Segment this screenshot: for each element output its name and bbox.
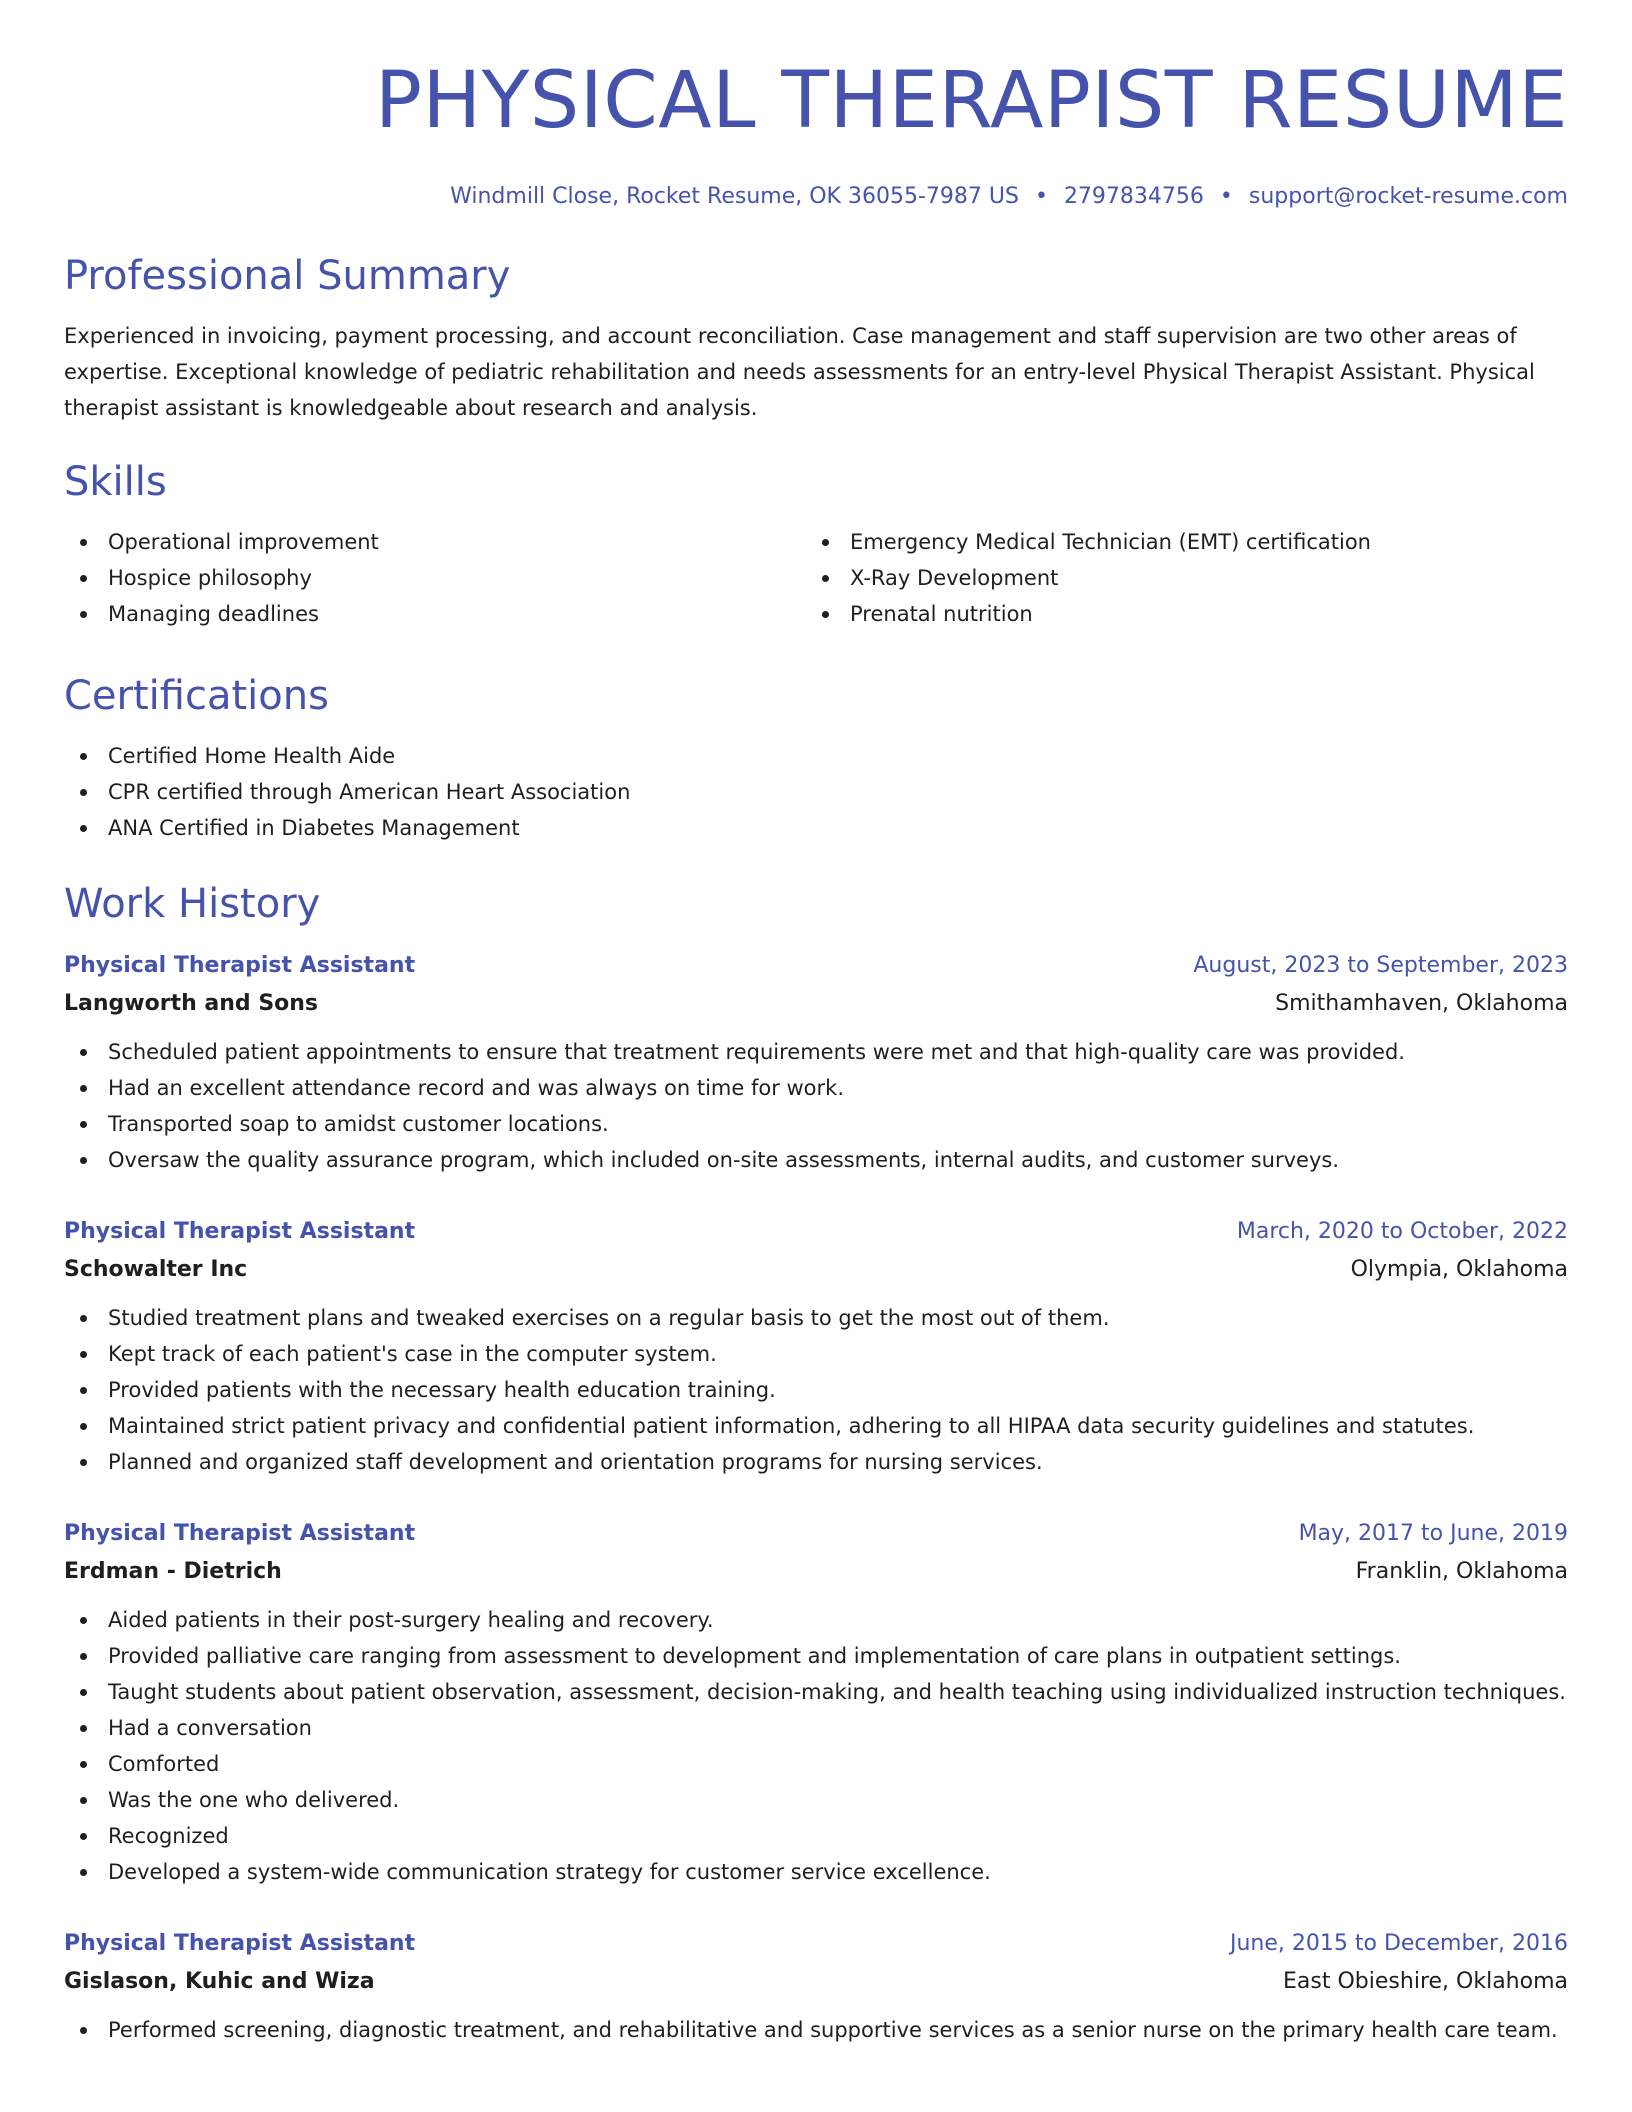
job-company: Langworth and Sons — [64, 991, 319, 1016]
job-bullet: Taught students about patient observation, assessment, decision-making, and health teaching using individualized instruction techniques. — [64, 1674, 1568, 1710]
job-dates: August, 2023 to September, 2023 — [1193, 953, 1568, 978]
skills-heading: Skills — [64, 459, 167, 505]
skills-grid — [64, 524, 1568, 632]
job-bullet: Provided patients with the necessary health education training. — [64, 1372, 1568, 1408]
certification-item: Certified Home Health Aide — [64, 738, 1568, 774]
job-entry — [64, 1516, 1568, 1890]
email-link[interactable]: support@rocket-resume.com — [1248, 184, 1568, 209]
summary-text: Experienced in invoicing, payment processing, and account reconciliation. Case management and staff supervision are two other areas of expertise. Exceptional knowledge of pediatric rehabilitation and needs assessments for an entry-level Physical Therapist Assistant. Physical therapist assistant is knowledgeable about research and analysis. — [64, 324, 1535, 420]
summary-heading: Professional Summary — [64, 253, 511, 299]
job-dates: June, 2015 to December, 2016 — [1229, 1931, 1568, 1956]
job-bullet: Scheduled patient appointments to ensure that treatment requirements were met and that high-quality care was provided. — [64, 1034, 1568, 1070]
job-bullet: Developed a system-wide communication strategy for customer service excellence. — [64, 1854, 1568, 1890]
certifications-list — [64, 738, 1568, 846]
job-company: Schowalter Inc — [64, 1257, 248, 1282]
contact-line — [64, 182, 1568, 212]
job-title: Physical Therapist Assistant — [64, 1931, 416, 1956]
job-bullet: Maintained strict patient privacy and confidential patient information, adhering to all HIPAA data security guidelines and statutes. — [64, 1408, 1568, 1444]
job-location: East Obieshire, Oklahoma — [1283, 1969, 1568, 1994]
skill-item: X-Ray Development — [806, 560, 1548, 596]
job-bullet: Provided palliative care ranging from assessment to development and implementation of care plans in outpatient settings. — [64, 1638, 1568, 1674]
skill-item: Hospice philosophy — [64, 560, 806, 596]
job-bullet: Aided patients in their post-surgery healing and recovery. — [64, 1602, 1568, 1638]
job-dates: March, 2020 to October, 2022 — [1236, 1219, 1568, 1244]
phone: 2797834756 — [1063, 184, 1204, 209]
job-bullets — [64, 1602, 1568, 1890]
job-bullet: Performed screening, diagnostic treatment, and rehabilitative and supportive services as a senior nurse on the primary health care team. — [64, 2012, 1568, 2048]
job-bullet: Planned and organized staff development and orientation programs for nursing services. — [64, 1444, 1568, 1480]
job-bullet: Was the one who delivered. — [64, 1782, 1568, 1818]
skill-item: Managing deadlines — [64, 596, 806, 632]
job-bullet: Comforted — [64, 1746, 1568, 1782]
job-title: Physical Therapist Assistant — [64, 953, 416, 978]
job-title: Physical Therapist Assistant — [64, 1521, 416, 1546]
job-bullets — [64, 2012, 1568, 2048]
skill-item: Emergency Medical Technician (EMT) certification — [806, 524, 1548, 560]
job-location: Franklin, Oklahoma — [1355, 1559, 1568, 1584]
job-bullet: Studied treatment plans and tweaked exercises on a regular basis to get the most out of them. — [64, 1300, 1568, 1336]
job-bullet: Recognized — [64, 1818, 1568, 1854]
skill-item: Operational improvement — [64, 524, 806, 560]
certification-item: CPR certified through American Heart Association — [64, 774, 1568, 810]
contact-separator: • — [1034, 184, 1048, 209]
job-location: Smithamhaven, Oklahoma — [1275, 991, 1568, 1016]
certification-item: ANA Certified in Diabetes Management — [64, 810, 1568, 846]
job-entry — [64, 948, 1568, 1178]
job-title: Physical Therapist Assistant — [64, 1219, 416, 1244]
job-bullets — [64, 1300, 1568, 1480]
job-entry — [64, 1214, 1568, 1480]
address: Windmill Close, Rocket Resume, OK 36055-7987 US — [450, 184, 1019, 209]
job-bullet: Had an excellent attendance record and was always on time for work. — [64, 1070, 1568, 1106]
contact-separator: • — [1219, 184, 1233, 209]
skill-item: Prenatal nutrition — [806, 596, 1548, 632]
job-company: Gislason, Kuhic and Wiza — [64, 1969, 375, 1994]
job-location: Olympia, Oklahoma — [1350, 1257, 1568, 1282]
skills-list-right — [806, 524, 1548, 632]
job-bullet: Oversaw the quality assurance program, which included on-site assessments, internal audits, and customer surveys. — [64, 1142, 1568, 1178]
resume-title: PHYSICAL THERAPIST RESUME — [374, 56, 1568, 146]
work-history-heading: Work History — [64, 881, 321, 927]
job-bullet: Transported soap to amidst customer locations. — [64, 1106, 1568, 1142]
job-company: Erdman - Dietrich — [64, 1559, 282, 1584]
job-bullet: Kept track of each patient's case in the computer system. — [64, 1336, 1568, 1372]
job-bullet: Had a conversation — [64, 1710, 1568, 1746]
job-bullets — [64, 1034, 1568, 1178]
skills-list-left — [64, 524, 806, 632]
certifications-heading: Certifications — [64, 673, 329, 719]
job-entry — [64, 1926, 1568, 2048]
job-dates: May, 2017 to June, 2019 — [1298, 1521, 1568, 1546]
